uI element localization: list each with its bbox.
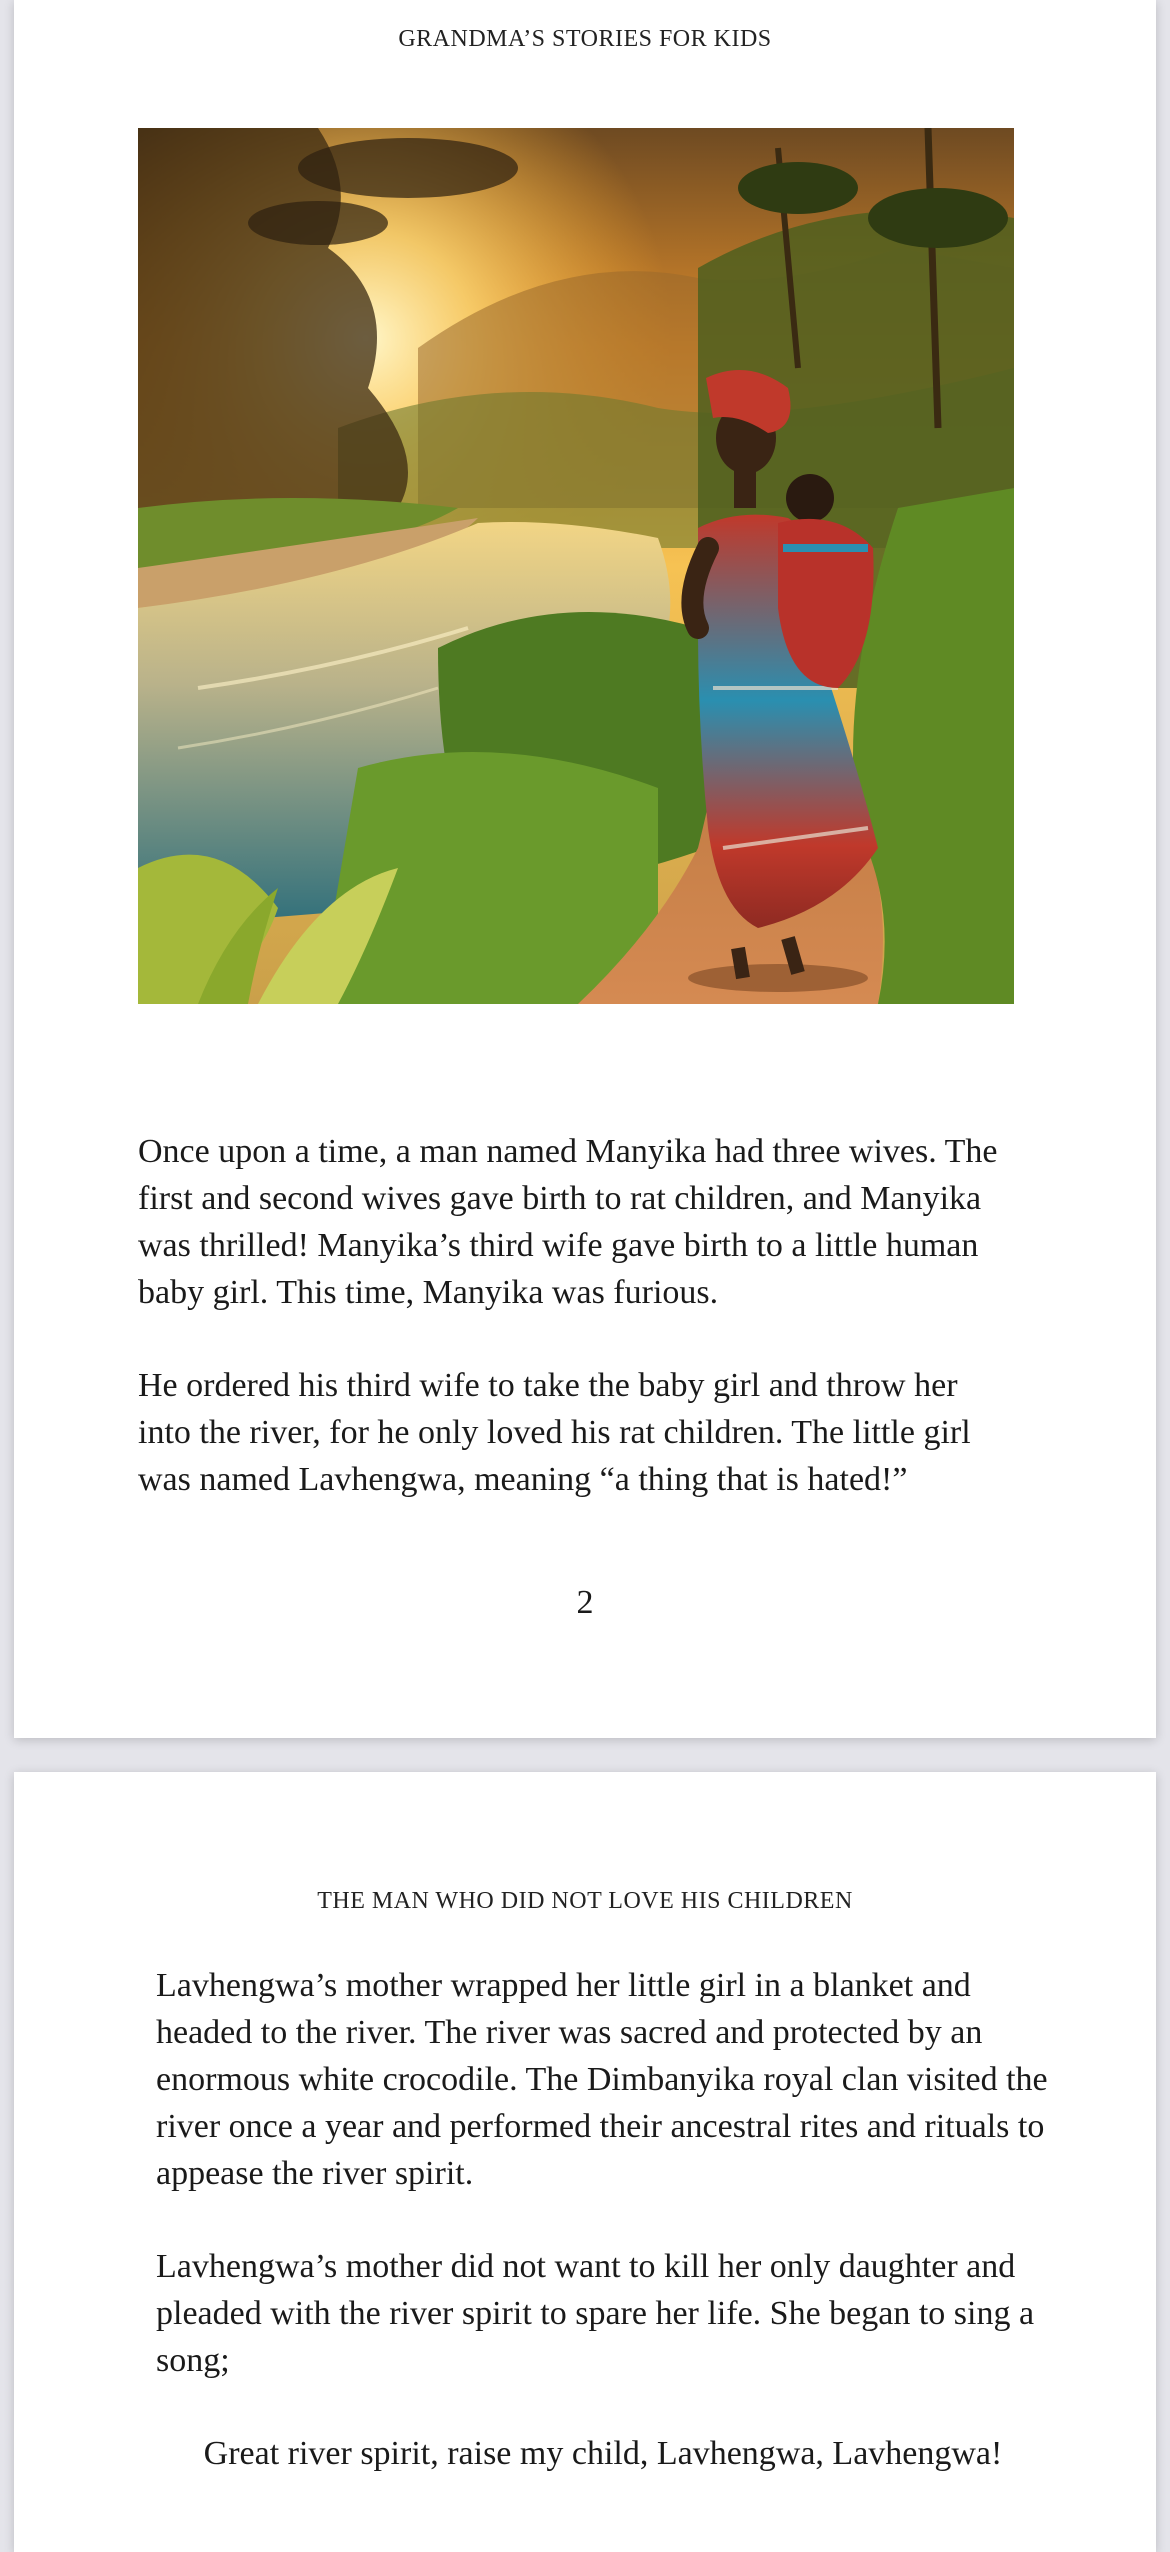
paragraph: Once upon a time, a man named Manyika had three wives. The first and second wives gave birth to rat children, and Manyika was thrilled! Manyika’s third wife gave birth to a little human baby girl. This time, Manyika was furious. xyxy=(138,1133,998,1311)
paragraph: Lavhengwa’s mother did not want to kill her only daughter and pleaded with the river spirit to spare her life. She began to sing a song; xyxy=(156,2248,1035,2379)
running-header: GRANDMA’S STORIES FOR KIDS xyxy=(398,26,772,52)
paragraph: He ordered his third wife to take the baby girl and throw her into the river, for he only loved his rat children. The little girl was named Lavhengwa, meaning “a thing that is hated!” xyxy=(138,1367,971,1498)
song-lyrics: Great river spirit, raise my child, Lavhengwa, Lavhengwa! xyxy=(203,2435,1003,2472)
illustration-image xyxy=(138,128,1014,1004)
page-3-text xyxy=(156,1962,1050,2523)
story-illustration xyxy=(138,128,1014,1004)
paragraph: Lavhengwa’s mother wrapped her little girl in a blanket and headed to the river. The river was sacred and protected by an enormous white crocodile. The Dimbanyika royal clan visited the river once a year and performed their ancestral rites and rituals to appease the river spirit. xyxy=(156,1967,1048,2192)
page-2-text xyxy=(138,1128,1018,1549)
page-number: 2 xyxy=(576,1584,594,1621)
running-header: THE MAN WHO DID NOT LOVE HIS CHILDREN xyxy=(317,1888,853,1914)
book-page-2 xyxy=(14,0,1156,1738)
book-page-3 xyxy=(14,1772,1156,2552)
